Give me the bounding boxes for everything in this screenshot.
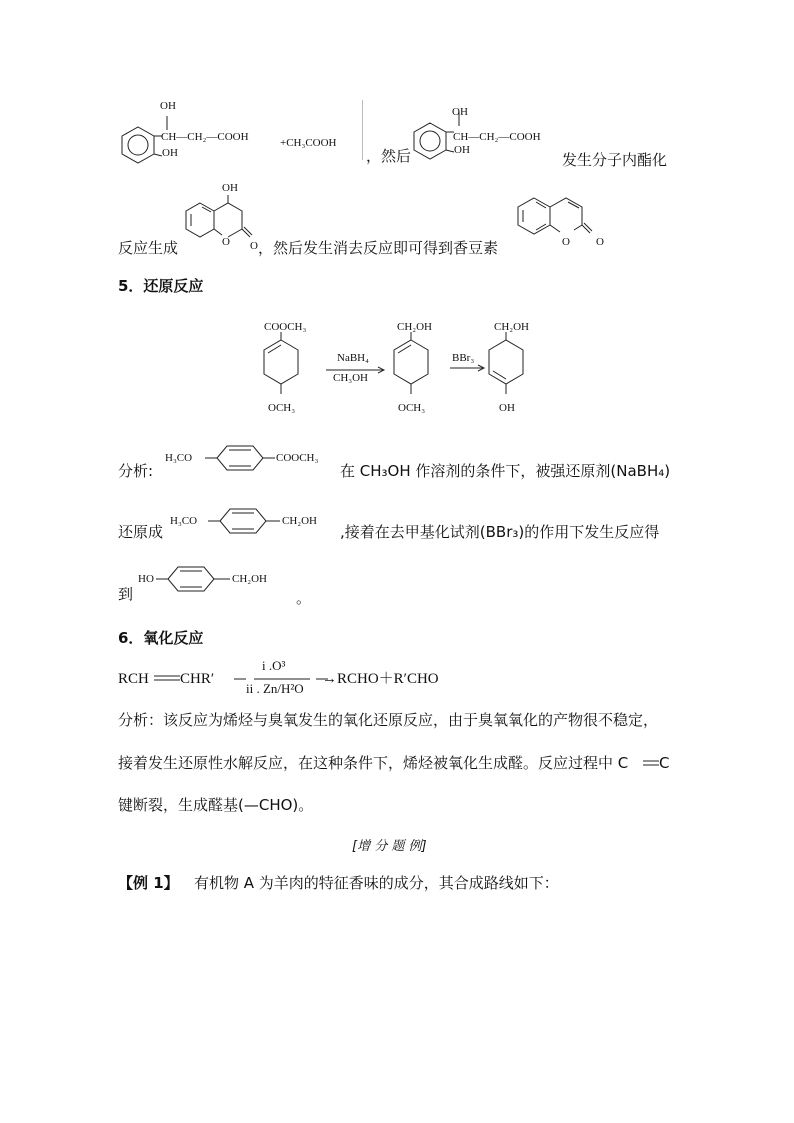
example-label: 【例 1】 <box>118 874 179 892</box>
condition-top: i .O³ <box>262 658 286 673</box>
a1-left-group: H₃CO <box>165 452 193 464</box>
structure-2-chain: CH—CH₂—COOH <box>453 131 541 143</box>
section-5-title: 5．还原反应 <box>118 277 204 295</box>
a3-benzene <box>156 563 236 595</box>
a3-right-group: CH₂OH <box>232 573 268 585</box>
section-6-title: 6．氧化反应 <box>118 629 204 647</box>
line1-tail: 发生分子内酯化 <box>562 151 668 169</box>
bracket-title: [增 分 题 例] <box>352 839 427 854</box>
reactant-right: CHR′ <box>180 671 215 687</box>
coumarin-o-ring: O <box>562 236 570 248</box>
a2-left-group: H₃CO <box>170 515 198 527</box>
coumarin-structure <box>516 192 606 252</box>
line2-lead: 反应生成 <box>118 239 179 257</box>
structure-1-chain: CH—CH₂—COOH <box>161 131 249 143</box>
products: →RCHO＋R′CHO <box>322 671 439 687</box>
a3-lead: 到 <box>118 585 134 603</box>
lactone-oh: OH <box>222 182 238 194</box>
analysis-p1: 分析：该反应为烯烃与臭氧发生的氧化还原反应，由于臭氧氧化的产物很不稳定， <box>118 711 659 729</box>
ring-1-bottom: OCH₃ <box>268 402 296 414</box>
lactone-o-ring: O <box>222 236 230 248</box>
analysis-p3: 键断裂，生成醛基(—CHO)。 <box>118 796 314 814</box>
arrow-2-top: BBr₃ <box>452 352 475 364</box>
example-text: 有机物 A 为羊肉的特征香味的成分，其合成路线如下： <box>194 874 559 892</box>
condition-bottom: ii . Zn/H²O <box>246 681 304 696</box>
ring-1-top: COOCH₃ <box>264 321 307 333</box>
ring-3-bottom: OH <box>499 402 515 414</box>
line2-middle: ，然后发生消去反应即可得到香豆素 <box>258 239 499 257</box>
ring-2-bottom: OCH₃ <box>398 402 426 414</box>
analysis-p2: 接着发生还原性水解反应，在这种条件下，烯烃被氧化生成醛。反应过程中 C <box>118 754 629 772</box>
arrow-1-bottom: CH₃OH <box>333 372 369 384</box>
then-text: ，然后 <box>366 147 412 165</box>
a1-benzene <box>205 442 285 474</box>
double-bond <box>154 674 180 682</box>
a1-text: 在 CH₃OH 作溶剂的条件下，被强还原剂(NaBH₄) <box>340 462 671 480</box>
separator-line <box>362 100 363 160</box>
cc-double-bond <box>643 759 659 767</box>
structure-1-oh-top: OH <box>160 100 176 112</box>
ring-2 <box>386 332 436 402</box>
structure-1-oh-bottom: OH <box>162 147 178 159</box>
ring-1 <box>256 332 306 402</box>
analysis-label: 分析: <box>118 462 154 480</box>
a2-right-group: CH₂OH <box>282 515 318 527</box>
analysis-p2-c: C <box>659 754 670 772</box>
structure-2-oh-bottom: OH <box>454 144 470 156</box>
structure-2-oh-top: OH <box>452 106 468 118</box>
plus-acetic-acid: +CH₃COOH <box>280 137 337 149</box>
structure-1-ring <box>118 125 158 165</box>
a1-right-group: COOCH₃ <box>276 452 319 464</box>
reactant-left: RCH <box>118 671 149 687</box>
ring-3 <box>481 332 531 402</box>
a2-text: ,接着在去甲基化试剂(BBr₃)的作用下发生反应得 <box>340 523 660 541</box>
a3-left-group: HO <box>138 573 154 585</box>
lactone-o-exo: O <box>250 240 258 252</box>
arrow-1-top: NaBH₄ <box>337 352 369 364</box>
ring-2-top: CH₂OH <box>397 321 433 333</box>
a2-benzene <box>208 505 288 537</box>
coumarin-o-exo: O <box>596 236 604 248</box>
a3-end: 。 <box>296 589 312 607</box>
ring-3-top: CH₂OH <box>494 321 530 333</box>
structure-1-bond <box>162 112 172 132</box>
structure-2-ring <box>410 121 450 161</box>
a2-lead: 还原成 <box>118 523 164 541</box>
